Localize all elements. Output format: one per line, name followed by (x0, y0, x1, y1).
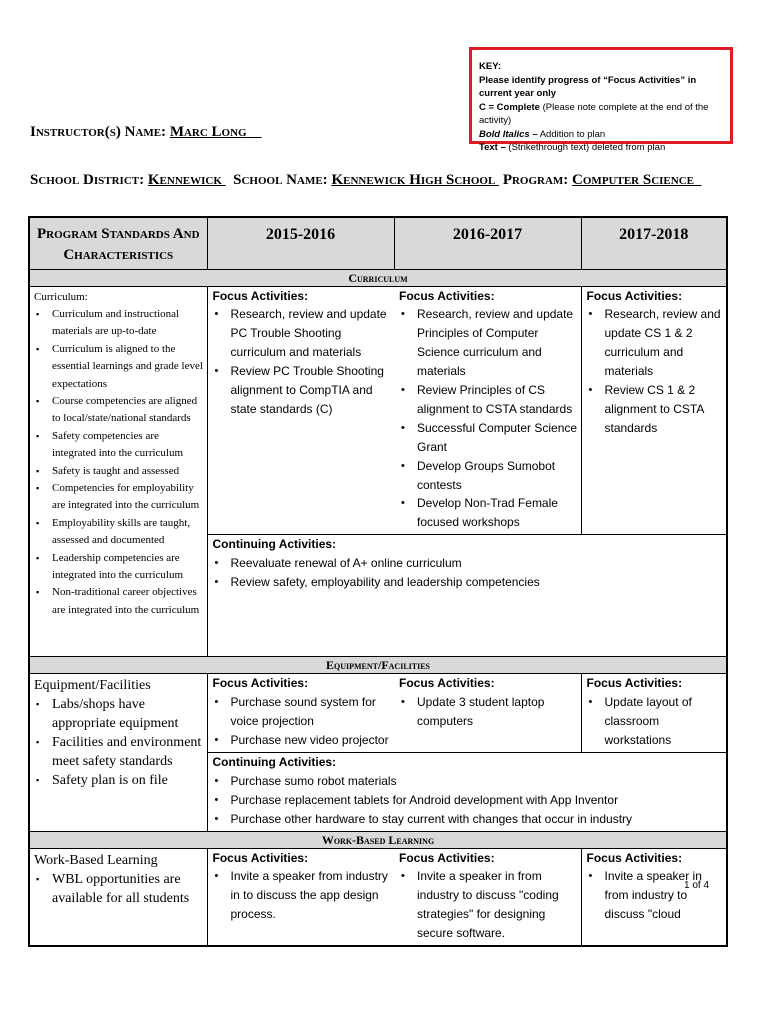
curriculum-2017 (581, 286, 727, 535)
wbl-2017 (581, 848, 727, 946)
program-value: Computer Science (572, 172, 694, 188)
list-item: ▪ WBL opportunities are available for all students (52, 870, 204, 908)
school-name-label: School Name: (233, 172, 328, 188)
key-line-complete: C = Complete (Please note complete at the end of the activity) (479, 101, 709, 126)
focus-label: Focus Activities: (212, 288, 309, 303)
list-item: ▪ Curriculum is aligned to the essential learnings and grade level expectations (52, 341, 204, 393)
list-item: • Purchase other hardware to stay current with changes that occur in industry (231, 810, 724, 829)
school-name-value: Kennewick High School (331, 172, 496, 188)
list-item: • Research, review and update PC Trouble Shooting curriculum and materials (231, 305, 392, 362)
key-legend (469, 47, 733, 153)
equipment-continuing (207, 752, 727, 831)
program-label: Program: (502, 172, 569, 188)
list-item: ▪ Non-traditional career objectives are integrated into the curriculum (52, 584, 204, 619)
district-value: Kennewick (147, 172, 222, 188)
curriculum-continuing (207, 535, 727, 657)
list-item: ▪ Curriculum and instructional materials are up-to-date (52, 306, 204, 341)
list-item: • Review Principles of CS alignment to CSTA standards (417, 381, 578, 419)
program-standards-table (28, 216, 728, 947)
list-item: • Reevaluate renewal of A+ online curriculum (231, 554, 724, 573)
list-item: • Purchase new video projector (231, 731, 392, 750)
focus-label: Focus Activities: (586, 676, 683, 691)
section-equipment-title: Equipment/Facilities (29, 657, 727, 674)
section-wbl-title: Work-Based Learning (29, 831, 727, 848)
instructor-label: Instructor(s) Name: (30, 124, 167, 140)
list-item: • Successful Computer Science Grant (417, 419, 578, 457)
list-item: ▪ Facilities and environment meet safety standards (52, 733, 204, 771)
instructor-line (30, 124, 262, 141)
list-item: • Invite a speaker in from industry to discuss "coding strategies" for designing secure software. (417, 867, 578, 943)
list-item: • Research, review and update CS 1 & 2 curriculum and materials (605, 305, 724, 381)
header-standards: Program Standards And Characteristics (29, 217, 207, 269)
list-item: • Invite a speaker from industry in to discuss the app design process. (231, 867, 392, 924)
focus-label: Focus Activities: (586, 288, 683, 303)
list-item: • Update 3 student laptop computers (417, 693, 578, 731)
section-curriculum-title: Curriculum (29, 269, 727, 286)
list-item: ▪ Competencies for employability are integrated into the curriculum (52, 480, 204, 515)
wbl-2016 (394, 848, 581, 946)
list-item: • Update layout of classroom workstations (605, 693, 724, 750)
list-item: • Develop Groups Sumobot contests (417, 457, 578, 495)
list-item: • Purchase replacement tablets for Android development with App Inventor (231, 791, 724, 810)
header-2015: 2015-2016 (207, 217, 394, 269)
equipment-2017 (581, 674, 727, 753)
list-item: • Invite a speaker in from industry to discuss "cloud (605, 867, 724, 924)
list-item: • Purchase sumo robot materials (231, 772, 724, 791)
key-line-strike: Text – (Strikethrough text) deleted from plan (479, 142, 666, 153)
focus-label: Focus Activities: (399, 850, 495, 865)
key-title: KEY: (479, 61, 501, 72)
list-item: • Develop Non-Trad Female focused workshops (417, 494, 578, 532)
equipment-2015 (207, 674, 394, 753)
list-item: ▪ Safety plan is on file (52, 771, 204, 790)
list-item: • Review CS 1 & 2 alignment to CSTA standards (605, 381, 724, 438)
continuing-label: Continuing Activities: (212, 537, 337, 552)
key-line-bold: Bold Italics – Addition to plan (479, 128, 606, 140)
list-item: ▪ Safety competencies are integrated into the curriculum (52, 428, 204, 463)
list-item: ▪ Course competencies are aligned to local/state/national standards (52, 393, 204, 428)
equipment-standards-title: Equipment/Facilities (34, 678, 151, 694)
curriculum-standards-title: Curriculum: (34, 290, 88, 303)
page-number: 1 of 4 (684, 880, 710, 891)
list-item: • Review safety, employability and leadership competencies (231, 573, 724, 592)
wbl-standards-title: Work-Based Learning (34, 852, 158, 868)
instructor-name: Marc Long (169, 124, 247, 140)
list-item: ▪ Leadership competencies are integrated into the curriculum (52, 550, 204, 585)
district-label: School District: (30, 172, 145, 188)
focus-label: Focus Activities: (399, 676, 495, 691)
list-item: • Review PC Trouble Shooting alignment to CompTIA and state standards (C) (231, 362, 392, 419)
list-item: • Research, review and update Principles of Computer Science curriculum and materials (417, 305, 578, 381)
wbl-standards (29, 848, 207, 946)
table-header-row (29, 217, 727, 269)
focus-label: Focus Activities: (212, 676, 309, 691)
focus-label: Focus Activities: (586, 850, 683, 865)
curriculum-2015 (207, 286, 394, 535)
continuing-label: Continuing Activities: (212, 754, 337, 769)
header-2017: 2017-2018 (581, 217, 727, 269)
equipment-2016 (394, 674, 581, 753)
wbl-2015 (207, 848, 394, 946)
focus-label: Focus Activities: (212, 850, 309, 865)
curriculum-standards (29, 286, 207, 657)
list-item: ▪ Safety is taught and assessed (52, 463, 204, 480)
curriculum-2016 (394, 286, 581, 535)
focus-label: Focus Activities: (399, 288, 495, 303)
equipment-standards (29, 674, 207, 831)
list-item: ▪ Labs/shops have appropriate equipment (52, 695, 204, 733)
school-line (30, 172, 701, 189)
header-2016: 2016-2017 (394, 217, 581, 269)
key-line-progress: Please identify progress of “Focus Activities” in current year only (479, 74, 697, 99)
list-item: ▪ Employability skills are taught, assessed and documented (52, 515, 204, 550)
list-item: • Purchase sound system for voice projection (231, 693, 392, 731)
